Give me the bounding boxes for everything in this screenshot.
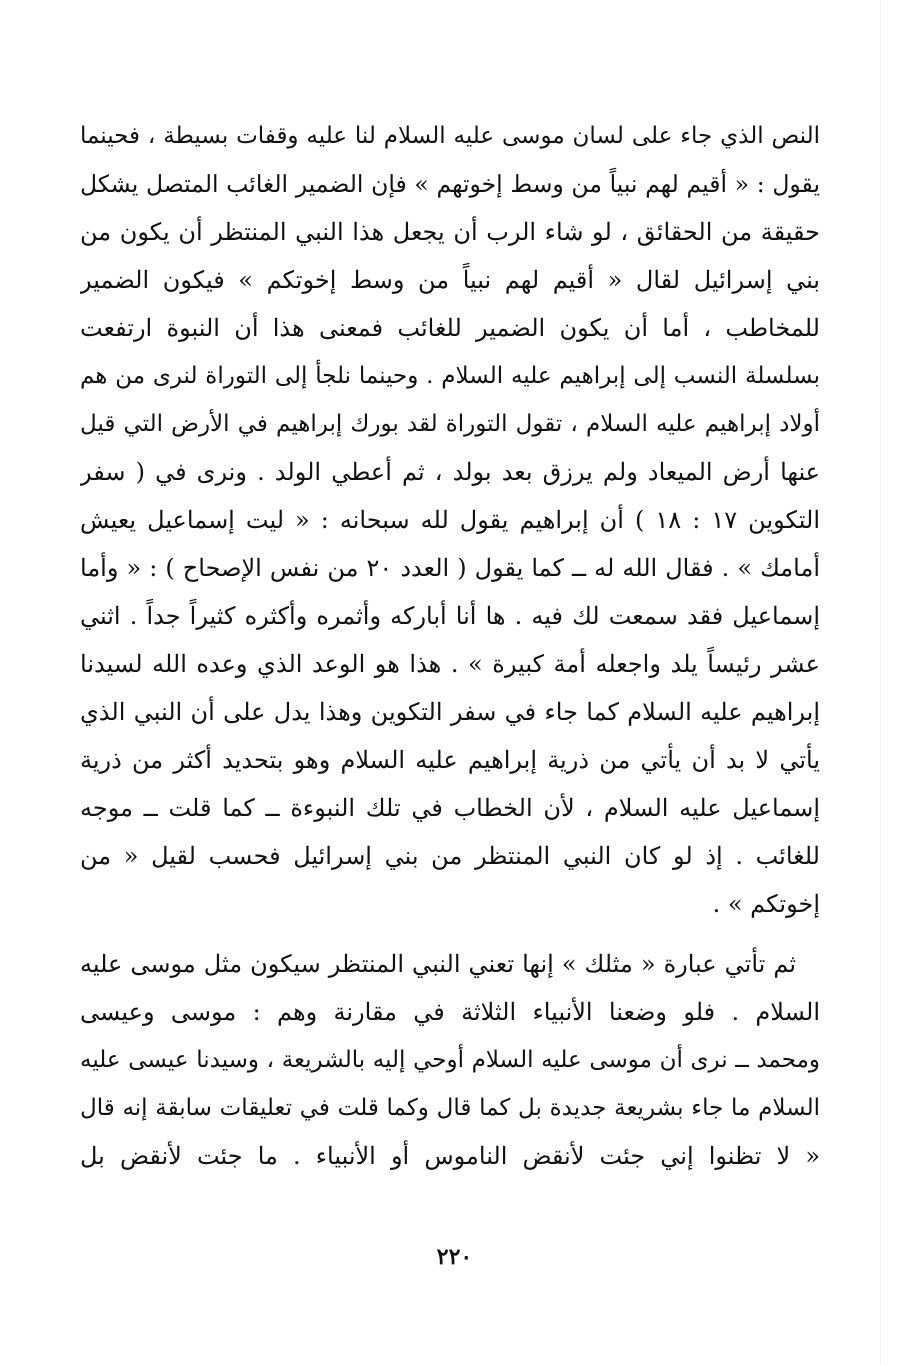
text-line: النص الذي جاء على لسان موسى عليه السلام لنا عليه وقفات بسيطة ، فحينما [80,123,820,149]
text-line: يأتي لا بد أن يأتي من ذرية إبراهيم عليه السلام وهو بتحديد أكثر من ذرية [80,746,820,774]
text-line: عشر رئيساً يلد واجعله أمة كبيرة » . هذا هو الوعد الذي وعده الله لسيدنا [80,650,820,678]
text-line: بني إسرائيل لقال « أقيم لهم نبياً من وسط إخوتكم » فيكون الضمير [80,266,820,294]
text-line: « لا تظنوا إني جئت لأنقض الناموس أو الأنبياء . ما جئت لأنقض بل [80,1142,820,1170]
text-line: السلام ما جاء بشريعة جديدة بل كما قال وكما قلت في تعليقات سابقة إنه قال [80,1095,820,1121]
text-line: يقول : « أقيم لهم نبياً من وسط إخوتهم » فإن الضمير الغائب المتصل يشكل [80,170,820,198]
text-line: للغائب . إذ لو كان النبي المنتظر من بني إسرائيل فحسب لقيل « من [80,842,820,870]
text-line: للمخاطب ، أما أن يكون الضمير للغائب فمعنى هذا أن النبوة ارتفعت [80,314,820,342]
text-line: بسلسلة النسب إلى إبراهيم عليه السلام . وحينما نلجأ إلى التوراة لنرى من هم [80,363,820,389]
text-line: أولاد إبراهيم عليه السلام ، تقول التوراة لقد بورك إبراهيم في الأرض التي قيل [80,411,820,437]
paragraph-gap [80,928,820,940]
text-line: حقيقة من الحقائق ، لو شاء الرب أن يجعل هذا النبي المنتظر أن يكون من [80,218,820,246]
text-line: إسماعيل فقد سمعت لك فيه . ها أنا أباركه وأثمره وأكثره كثيراً جداً . اثني [80,602,820,630]
paragraph-2 [80,940,820,1180]
paragraph-1 [80,112,820,928]
text-line: عنها أرض الميعاد ولم يرزق بعد بولد ، ثم أعطي الولد . ونرى في ( سفر [80,458,820,486]
page-number: ٢٢٠ [436,1244,473,1270]
text-line: السلام . فلو وضعنا الأنبياء الثلاثة في مقارنة وهم : موسى وعيسى [80,998,820,1026]
page-edge [880,0,881,1365]
body-text [80,112,820,1180]
text-line: أمامك » . فقال الله له ــ كما يقول ( العدد ٢٠ من نفس الإصحاح ) : « وأما [80,554,820,582]
text-line: ومحمد ــ نرى أن موسى عليه السلام أوحي إليه بالشريعة ، وسيدنا عيسى عليه [80,1047,820,1073]
text-line: إسماعيل عليه السلام ، لأن الخطاب في تلك النبوءة ــ كما قلت ــ موجه [80,794,820,822]
text-line: إخوتكم » . [712,890,820,918]
text-line: ثم تأتي عبارة « مثلك » إنها تعني النبي المنتظر سيكون مثل موسى عليه [80,950,796,978]
text-line: التكوين ١٧ : ١٨ ) أن إبراهيم يقول لله سبحانه : « ليت إسماعيل يعيش [80,506,820,534]
text-line: إبراهيم عليه السلام كما جاء في سفر التكوين وهذا يدل على أن النبي الذي [80,698,820,726]
